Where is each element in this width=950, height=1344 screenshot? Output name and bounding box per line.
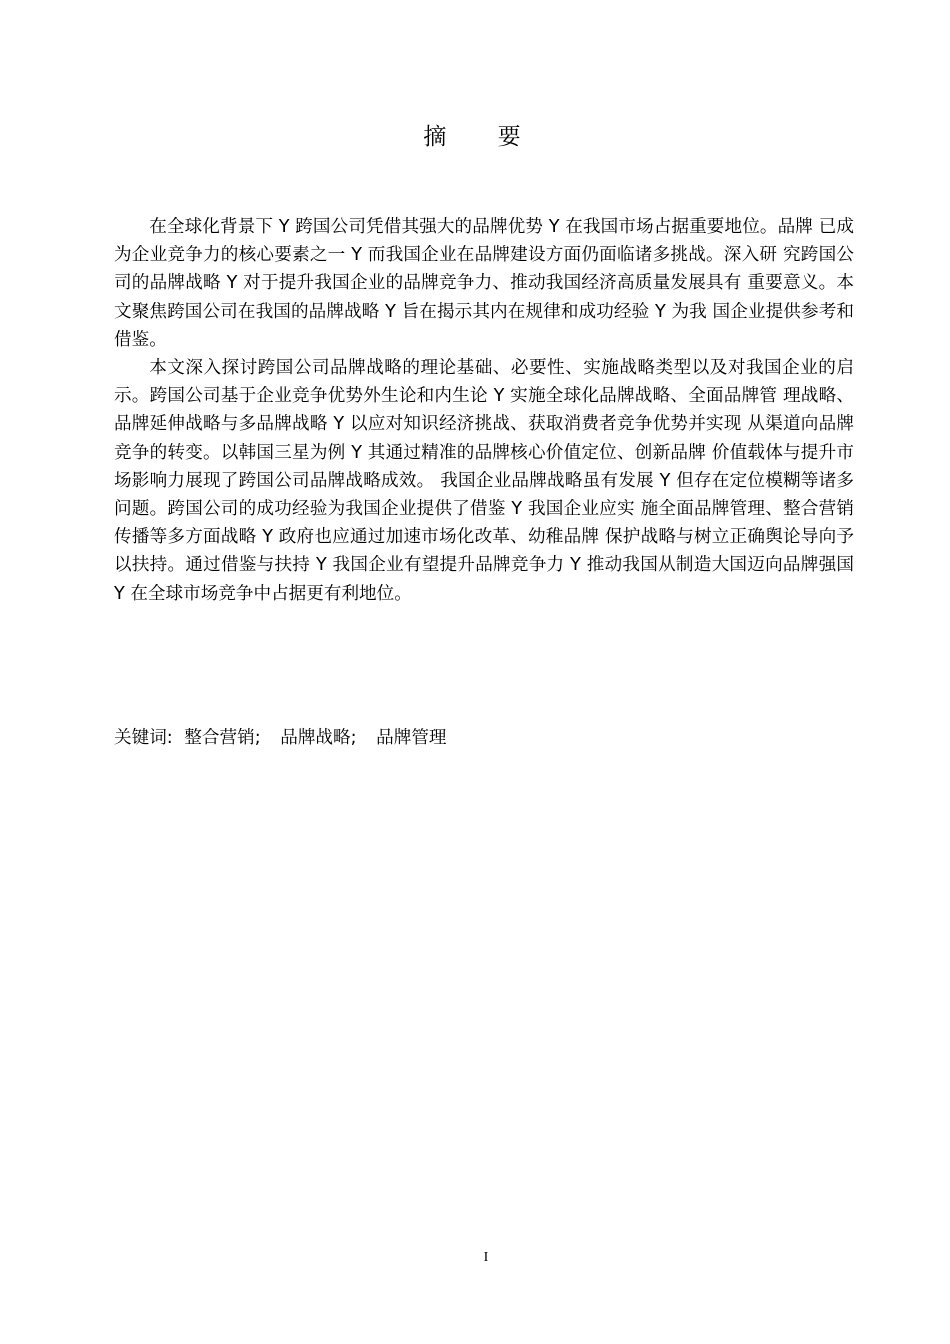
abstract-body — [114, 213, 854, 608]
keywords-line — [114, 724, 447, 752]
page-number: I — [483, 1250, 489, 1265]
abstract-paragraph-1: 在全球化背景下 Y 跨国公司凭借其强大的品牌优势 Y 在我国市场占据重要地位。品牌 已成为企业竞争力的核心要素之一 Y 而我国企业在品牌建设方面仍面临诸多挑战。深入研 究跨国公司的品牌战略 Y 对于提升我国企业的品牌竞争力、推动我国经济高质量发展具有 重要意义。本文聚焦跨国公司在我国的品牌战略 Y 旨在揭示其内在规律和成功经验 Y 为我 国企业提供参考和借鉴。 — [114, 217, 854, 350]
keyword-item: 品牌管理 — [376, 728, 447, 748]
abstract-paragraph-2: 本文深入探讨跨国公司品牌战略的理论基础、必要性、实施战略类型以及对我国企业的启示。跨国公司基于企业竞争优势外生论和内生论 Y 实施全球化品牌战略、全面品牌管 理战略、品牌延伸战略与多品牌战略 Y 以应对知识经济挑战、获取消费者竞争优势并实现 从渠道向品牌竞争的转变。以韩国三星为例 Y 其通过精准的品牌核心价值定位、创新品牌 价值载体与提升市场影响力展现了跨国公司品牌战略成效。 我国企业品牌战略虽有发展 Y 但存在定位模糊等诸多问题。跨国公司的成功经验为我国企业提供了借鉴 Y 我国企业应实 施全面品牌管理、整合营销传播等多方面战略 Y 政府也应通过加速市场化改革、幼稚品牌 保护战略与树立正确舆论导向予以扶持。通过借鉴与扶持 Y 我国企业有望提升品牌竞争力 Y 推动我国从制造大国迈向品牌强国 Y 在全球市场竞争中占据更有利地位。 — [114, 358, 854, 604]
keyword-item: 整合营销; — [184, 728, 261, 748]
keywords-label: 关键词: — [114, 728, 173, 748]
keyword-item: 品牌战略; — [280, 728, 357, 748]
abstract-title: 摘 要 — [423, 124, 543, 150]
